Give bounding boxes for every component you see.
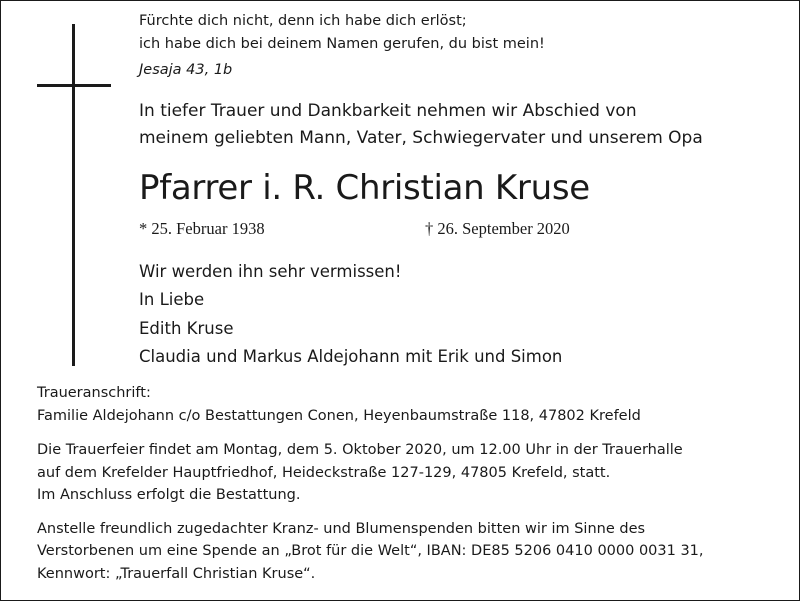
donation-line: Anstelle freundlich zugedachter Kranz- und Blumenspenden bitten wir im Sinne des: [37, 521, 646, 537]
intro-line: In tiefer Trauer und Dankbarkeit nehmen wir Abschied von: [139, 101, 637, 121]
birth-date: * 25. Februar 1938: [139, 219, 265, 238]
intro-line: meinem geliebten Mann, Vater, Schwiegervater und unserem Opa: [139, 128, 703, 148]
donation-line: Verstorbenen um eine Spende an „Brot für die Welt“, IBAN: DE85 5206 0410 0000 0031 31,: [37, 543, 704, 559]
donation-line: Kennwort: „Trauerfall Christian Kruse“.: [37, 566, 316, 582]
address-line: Familie Aldejohann c/o Bestattungen Conen, Heyenbaumstraße 118, 47802 Krefeld: [37, 408, 641, 424]
funeral-line: Die Trauerfeier findet am Montag, dem 5. Oktober 2020, um 12.00 Uhr in der Trauerhalle: [37, 442, 683, 458]
funeral-line: Im Anschluss erfolgt die Bestattung.: [37, 487, 301, 503]
deceased-name: Pfarrer i. R. Christian Kruse: [139, 168, 590, 208]
verse-line: Fürchte dich nicht, denn ich habe dich erlöst;: [139, 13, 467, 29]
family-line: In Liebe: [139, 290, 205, 309]
verse-line: ich habe dich bei deinem Namen gerufen, du bist mein!: [139, 36, 545, 52]
family-line: Claudia und Markus Aldejohann mit Erik und Simon: [139, 347, 563, 366]
family-line: Wir werden ihn sehr vermissen!: [139, 262, 402, 281]
cross-horizontal-bar: [37, 84, 111, 87]
family-line: Edith Kruse: [139, 319, 234, 338]
death-date: † 26. September 2020: [425, 219, 570, 238]
funeral-line: auf dem Krefelder Hauptfriedhof, Heideckstraße 127-129, 47805 Krefeld, statt.: [37, 465, 611, 481]
cross-vertical-bar: [72, 24, 75, 366]
verse-reference: Jesaja 43, 1b: [139, 62, 233, 78]
address-heading: Traueranschrift:: [37, 385, 151, 401]
